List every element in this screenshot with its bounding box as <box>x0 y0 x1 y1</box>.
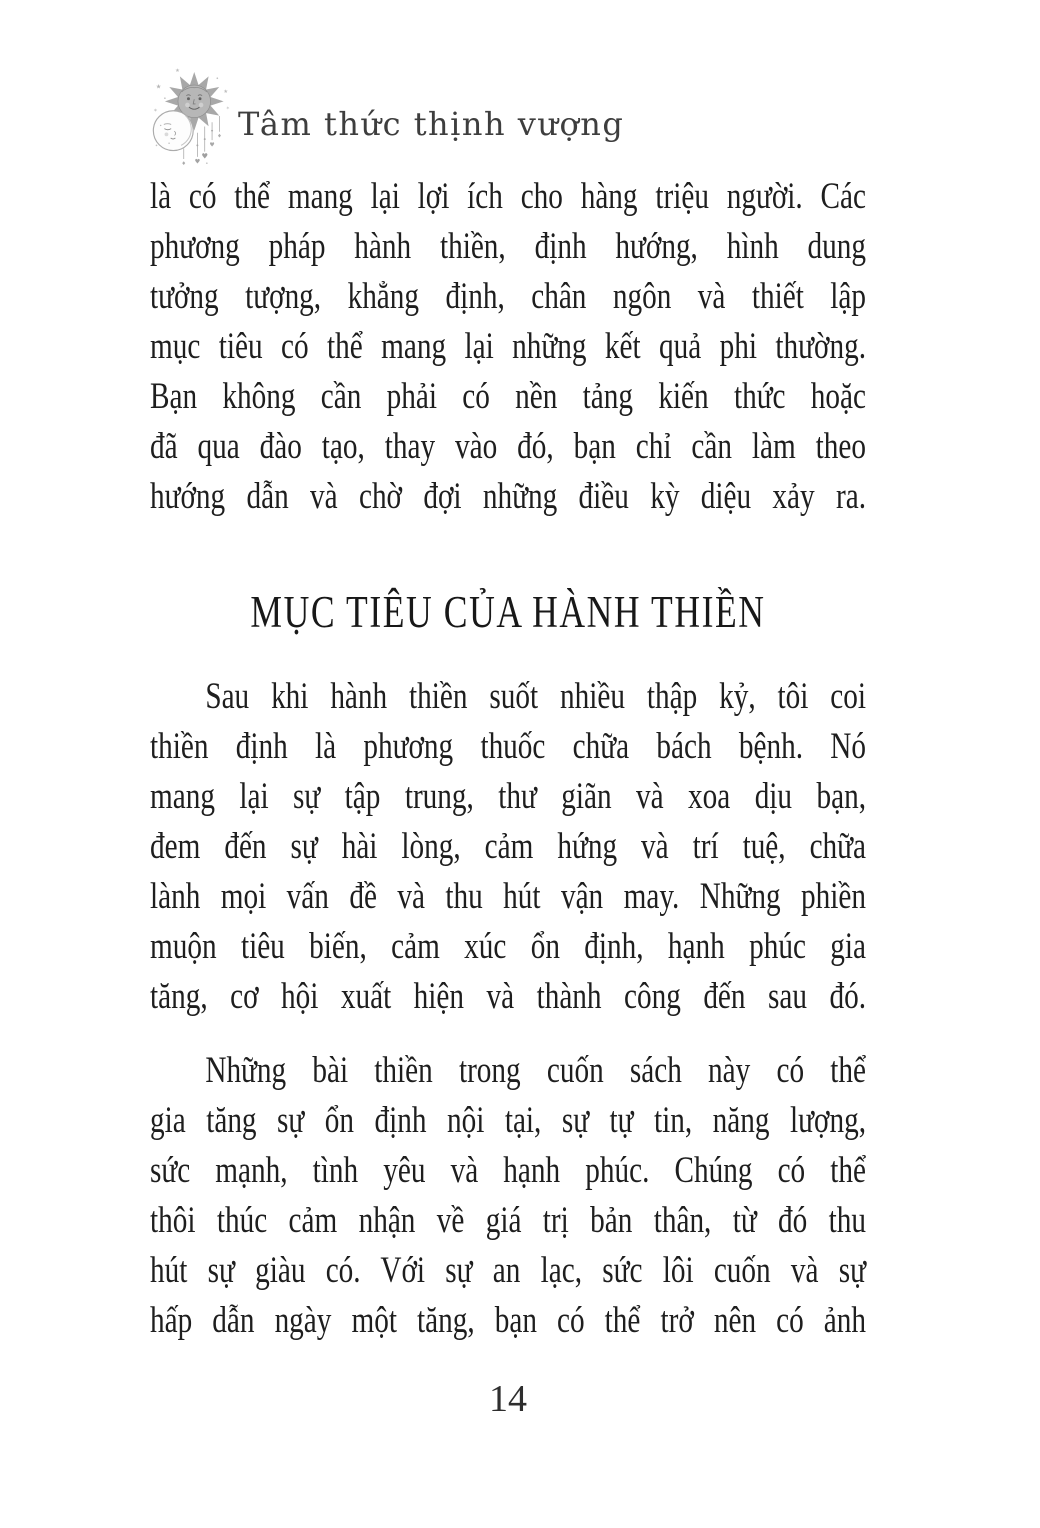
svg-text:✶: ✶ <box>225 106 230 112</box>
text-line: phương pháp hành thiền, định hướng, hình dung <box>150 226 867 267</box>
svg-text:★: ★ <box>155 83 162 91</box>
paragraph-3 <box>150 1046 866 1346</box>
svg-text:♦: ♦ <box>181 160 187 167</box>
text-line: hướng dẫn và chờ đợi những điều kỳ diệu xảy ra. <box>150 476 867 517</box>
text-line: gia tăng sự ổn định nội tại, sự tự tin, năng lượng, <box>150 1100 867 1141</box>
text-line: mang lại sự tập trung, thư giãn và xoa dịu bạn, <box>150 776 867 817</box>
text-line: thôi thúc cảm nhận về giá trị bản thân, từ đó thu <box>150 1200 867 1241</box>
text-line: hấp dẫn ngày một tăng, bạn có thể trở nên có ảnh <box>150 1300 867 1341</box>
paragraph-2 <box>150 672 866 1022</box>
svg-text:♥: ♥ <box>209 142 215 149</box>
text-line: là có thể mang lại lợi ích cho hàng triệu người. Các <box>150 176 867 217</box>
svg-text:♥: ♥ <box>201 151 209 161</box>
svg-text:★: ★ <box>175 67 180 74</box>
text-line: tăng, cơ hội xuất hiện và thành công đến sau đó. <box>150 976 867 1017</box>
page-number: 14 <box>489 1378 527 1420</box>
svg-text:✶: ✶ <box>153 107 158 114</box>
text-line: tưởng tượng, khẳng định, chân ngôn và thiết lập <box>150 276 867 317</box>
section-heading: MỤC TIÊU CỦA HÀNH THIỀN <box>250 587 766 637</box>
book-title: Tâm thức thịnh vượng <box>238 105 625 143</box>
text-line: Sau khi hành thiền suốt nhiều thập kỷ, tôi coi <box>205 676 867 717</box>
sun-moon-logo-icon <box>146 63 232 169</box>
text-line: Bạn không cần phải có nền tảng kiến thức hoặc <box>150 376 867 417</box>
text-line: thiền định là phương thuốc chữa bách bệnh. Nó <box>150 726 867 767</box>
section-heading-wrap <box>150 582 866 642</box>
svg-text:♦: ♦ <box>217 133 222 140</box>
text-line: muộn tiêu biến, cảm xúc ổn định, hạnh phúc gia <box>150 926 867 967</box>
svg-text:♥: ♥ <box>194 158 201 166</box>
text-line: đem đến sự hài lòng, cảm hứng và trí tuệ, chữa <box>150 826 867 867</box>
body-text-block <box>150 172 866 1420</box>
text-line: hút sự giàu có. Với sự an lạc, sức lôi cuốn và sự <box>150 1250 867 1291</box>
text-line: Những bài thiền trong cuốn sách này có thể <box>205 1050 867 1091</box>
text-line: mục tiêu có thể mang lại những kết quả phi thường. <box>150 326 867 367</box>
svg-text:★: ★ <box>223 88 229 95</box>
text-line: sức mạnh, tình yêu và hạnh phúc. Chúng có thể <box>150 1150 867 1191</box>
running-header <box>146 62 624 170</box>
paragraph-1 <box>150 172 866 522</box>
text-line: đã qua đào tạo, thay vào đó, bạn chỉ cần làm theo <box>150 426 867 467</box>
text-line: lành mọi vấn đề và thu hút vận may. Những phiền <box>150 876 867 917</box>
